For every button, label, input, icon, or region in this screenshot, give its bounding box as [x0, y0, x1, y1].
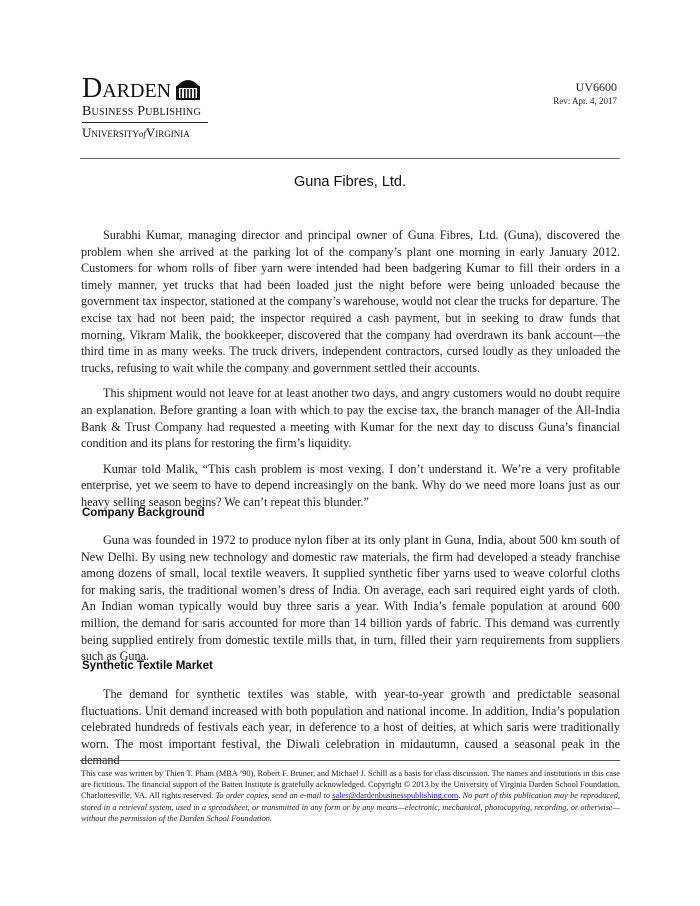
footnote — [81, 768, 620, 824]
footnote-divider — [80, 760, 620, 761]
logo-business-publishing: Business Publishing — [82, 104, 201, 119]
footnote-separator: . — [458, 791, 463, 801]
paragraph: Kumar told Malik, “This cash problem is most vexing. I don’t understand it. We’re a very profitable enterprise, yet we seem to have to depend increasingly on the bank. Why do we need more loans just as our heavy selling season begins? We can’t repeat this blunder.” — [81, 461, 620, 509]
company-background-section — [81, 532, 620, 665]
paragraph: Guna was founded in 1972 to produce nylon fiber at its only plant in Guna, India, about 500 km south of New Delhi. By using new technology and domestic raw materials, the firm had developed a steady franchise among dozens of small, local textile weavers. It supplied synthetic fiber yarns used to weave colorful cloths for making saris, the traditional women’s dress of India. On average, each sari required eight yards of cloth. An Indian woman typically would buy three saris a year. With India’s female population at around 600 million, the demand for saris accounted for more than 14 billion yards of fabric. This demand was currently being supplied entirely from domestic textile mills that, in turn, filled their yarn requirements from suppliers such as Guna. — [81, 533, 620, 664]
revision-date: Rev: Apr. 4, 2017 — [553, 96, 617, 106]
intro-section — [81, 227, 620, 511]
logo-divider — [82, 122, 208, 123]
section-heading: Company Background — [82, 507, 205, 519]
header-divider — [80, 158, 620, 159]
page-title: Guna Fibres, Ltd. — [293, 174, 407, 190]
footnote-text: This case was written by Thien T. Pham (MBA ’90), Robert F. Bruner, and Michael J. Schill as a basis for class discussion. The names and institutions in this case are fictitious. The financial support of the Batten Institute is gratefully acknowledged. Copyright © 2013 by the University of Virginia Darden School Foundation, Charlottesville, VA. All rights reserved. — [81, 769, 620, 801]
logo-darden-text: Darden — [82, 73, 172, 104]
rotunda-icon — [175, 76, 201, 100]
paragraph: Surabhi Kumar, managing director and principal owner of Guna Fibres, Ltd. (Guna), discovered the problem when she arrived at the parking lot of the company’s plant one morning in early January 2012. Customers for whom rolls of fiber yarn were intended had been badgering Kumar to fill their orders in a timely manner, yet trucks that had been loaded just the night before were being unloaded because the government tax inspector, stationed at the company’s warehouse, would not clear the trucks for departure. The excise tax had not been paid; the inspector required a cash payment, but in seeking to draw funds that morning, Vikram Malik, the bookkeeper, discovered that the company had overdrawn its bank account—the third time in as many weeks. The truck drivers, independent contractors, cursed loudly as they unloaded the trucks, refusing to wait while the company and government settled their accounts. — [81, 228, 620, 375]
section-heading: Synthetic Textile Market — [82, 660, 213, 672]
paragraph: This shipment would not leave for at least another two days, and angry customers would no doubt require an explanation. Before granting a loan with which to pay the excise tax, the branch manager of the All-India Bank & Trust Company had requested a meeting with Kumar for the next day to discuss Guna’s financial condition and its plans for restoring the firm’s liquidity. — [81, 386, 620, 451]
case-identifier — [553, 80, 617, 107]
footnote-order-text: To order copies, send an e-mail to — [215, 791, 333, 801]
logo-university-word: University — [82, 125, 139, 140]
case-number: UV6600 — [575, 80, 617, 94]
paragraph: The demand for synthetic textiles was stable, with year-to-year growth and predictable seasonal fluctuations. Unit demand increased with both population and national income. In addition, India’s population celebrated hundreds of festivals each year, in deference to a host of deities, at which saris were traditionally worn. The most important festival, the Diwali celebration in midautumn, caused a seasonal peak in the demand — [81, 687, 620, 768]
logo-university — [82, 125, 222, 142]
sales-email-link[interactable]: sales@dardenbusinesspublishing.com — [332, 791, 459, 801]
synthetic-textile-market-section — [81, 686, 620, 769]
logo-of: of — [138, 129, 146, 139]
logo-virginia-word: Virginia — [145, 125, 190, 140]
footnote-copyright-notice: No part of this publication may be reproduced, stored in a retrieval system, used in a spreadsheet, or transmitted in any form or by any means—electronic, mechanical, photocopying, recording, or otherwise—without the permission of the Darden School Foundation. — [81, 791, 620, 823]
darden-logo — [82, 72, 222, 142]
